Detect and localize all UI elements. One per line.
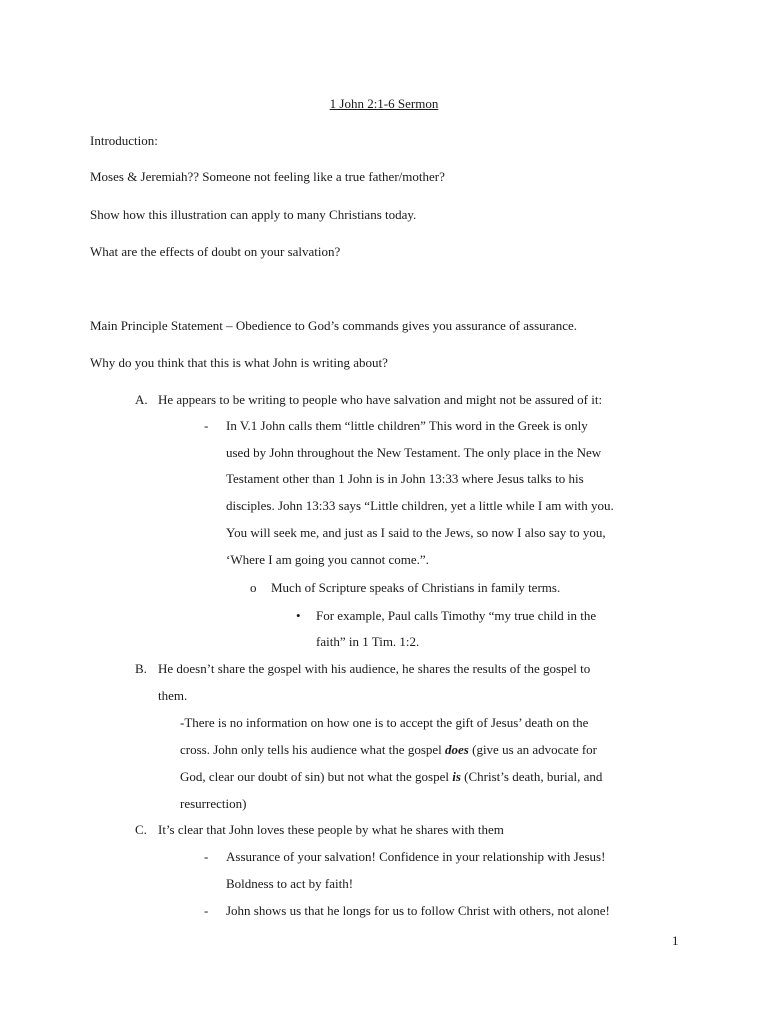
main-principle-statement: Main Principle Statement – Obedience to God’s commands gives you assurance of assurance. [90, 318, 578, 333]
detail-text: cross. John only tells his audience what the gospel [180, 742, 446, 757]
point-b-line: them. [158, 688, 188, 703]
point-a-dash-line: used by John throughout the New Testament. The only place in the New [226, 445, 602, 460]
point-a-bullet-line: For example, Paul calls Timothy “my true child in the [316, 608, 597, 623]
point-a-dash-line: disciples. John 13:33 says “Little children, yet a little while I am with you. [226, 498, 614, 513]
point-b-line: He doesn’t share the gospel with his audience, he shares the results of the gospel to [158, 661, 591, 676]
list-marker-c: C. [135, 822, 147, 837]
dash-marker: - [204, 849, 209, 864]
list-marker-a: A. [135, 392, 148, 407]
point-c-dash-line: Assurance of your salvation! Confidence in your relationship with Jesus! [226, 849, 606, 864]
page-number: 1 [672, 933, 679, 948]
intro-paragraph: What are the effects of doubt on your salvation? [90, 244, 341, 259]
point-b-detail-line [180, 769, 602, 785]
emphasis-does: does [445, 742, 469, 757]
intro-paragraph: Show how this illustration can apply to many Christians today. [90, 207, 417, 222]
point-a-sub-text: Much of Scripture speaks of Christians in family terms. [271, 580, 561, 595]
point-a-bullet-line: faith” in 1 Tim. 1:2. [316, 634, 420, 649]
point-c-dash-line: John shows us that he longs for us to follow Christ with others, not alone! [226, 903, 610, 918]
emphasis-is: is [452, 769, 461, 784]
intro-heading: Introduction: [90, 133, 158, 148]
question-text: Why do you think that this is what John is writing about? [90, 355, 388, 370]
list-marker-b: B. [135, 661, 147, 676]
circle-marker: o [250, 580, 257, 595]
point-a-dash-line: ‘Where I am going you cannot come.”. [226, 552, 429, 567]
bullet-marker: • [296, 608, 301, 623]
point-a-dash-line: You will seek me, and just as I said to the Jews, so now I also say to you, [226, 525, 606, 540]
point-a-text: He appears to be writing to people who have salvation and might not be assured of it: [158, 392, 603, 407]
point-c-dash-line: Boldness to act by faith! [226, 876, 354, 891]
detail-text: (Christ’s death, burial, and [460, 769, 603, 784]
point-a-dash-line: Testament other than 1 John is in John 13:33 where Jesus talks to his [226, 471, 584, 486]
point-b-detail-line: -There is no information on how one is to accept the gift of Jesus’ death on the [180, 715, 589, 730]
dash-marker: - [204, 903, 209, 918]
dash-marker: - [204, 418, 209, 433]
detail-text: (give us an advocate for [468, 742, 597, 757]
point-b-detail-line: resurrection) [180, 796, 247, 811]
intro-paragraph: Moses & Jeremiah?? Someone not feeling like a true father/mother? [90, 169, 445, 184]
point-c-text: It’s clear that John loves these people by what he shares with them [158, 822, 504, 837]
document-title: 1 John 2:1-6 Sermon [329, 96, 439, 111]
detail-text: God, clear our doubt of sin) but not what the gospel [180, 769, 453, 784]
point-a-dash-line: In V.1 John calls them “little children” This word in the Greek is only [226, 418, 588, 433]
point-b-detail-line [180, 742, 597, 758]
